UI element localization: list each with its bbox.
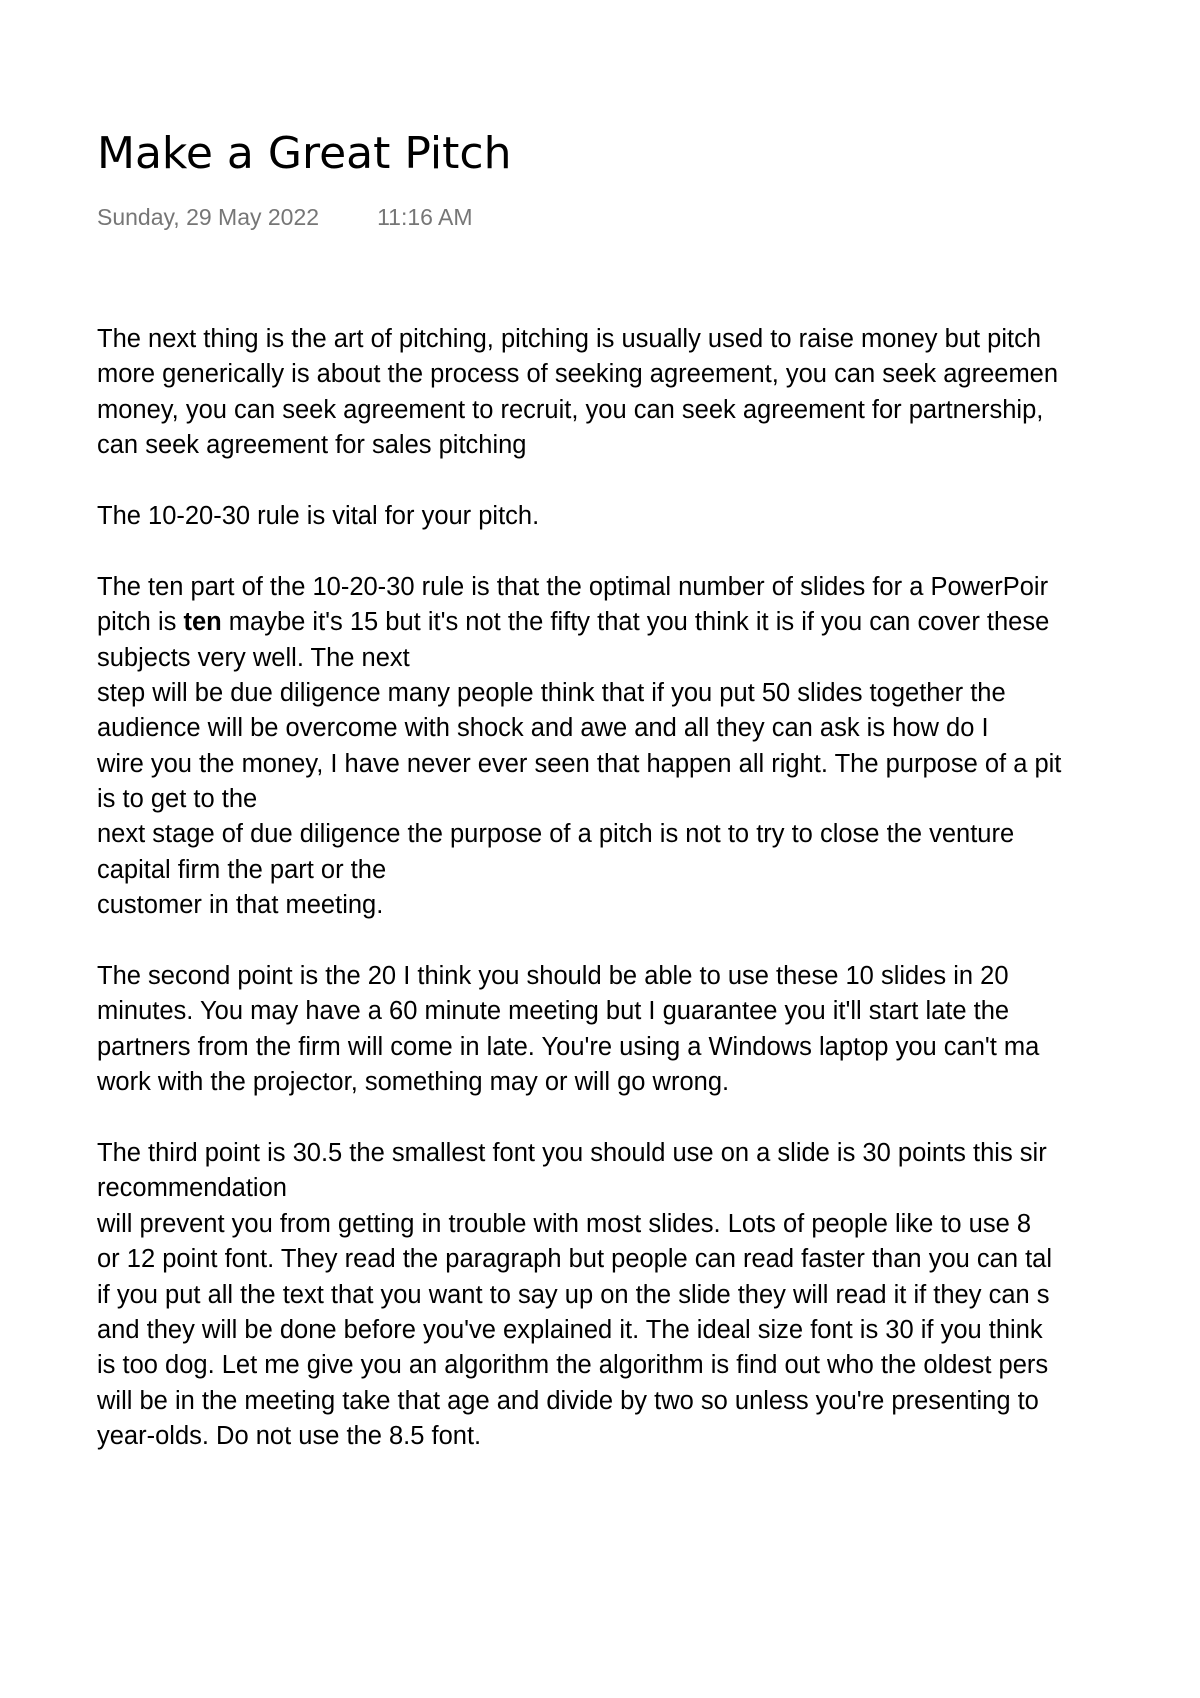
- text-line: recommendation: [97, 1174, 287, 1203]
- text-line: will be in the meeting take that age and divide by two so unless you're presenting to: [97, 1386, 1039, 1415]
- paragraph-ten: [97, 570, 1200, 924]
- text-line: money, you can seek agreement to recruit, you can seek agreement for partnership,: [97, 395, 1044, 424]
- text-fragment: pitch is: [97, 608, 184, 637]
- text-line: or 12 point font. They read the paragraph but people can read faster than you can tal: [97, 1245, 1053, 1274]
- page-title: Make a Great Pitch: [97, 128, 512, 179]
- paragraph-twenty: [97, 959, 1200, 1101]
- text-line: work with the projector, something may or will go wrong.: [97, 1068, 730, 1097]
- paragraph-intro: [97, 322, 1200, 464]
- text-line: wire you the money, I have never ever seen that happen all right. The purpose of a pit: [97, 749, 1062, 778]
- text-fragment: maybe it's 15 but it's not the fifty that you think it is if you can cover these: [221, 608, 1050, 637]
- note-time: 11:16 AM: [377, 204, 473, 230]
- text-line: if you put all the text that you want to say up on the slide they will read it if they can s: [97, 1280, 1050, 1309]
- text-line: step will be due diligence many people think that if you put 50 slides together the: [97, 678, 1006, 707]
- text-line: The next thing is the art of pitching, pitching is usually used to raise money but pitch: [97, 325, 1042, 353]
- text-line: The second point is the 20 I think you should be able to use these 10 slides in 20: [97, 962, 1009, 991]
- text-line: minutes. You may have a 60 minute meeting but I guarantee you it'll start late the: [97, 997, 1010, 1026]
- text-line: next stage of due diligence the purpose of a pitch is not to try to close the venture: [97, 820, 1015, 849]
- note-timestamp: [97, 206, 473, 229]
- note-body: [97, 322, 1200, 1455]
- text-line: and they will be done before you've explained it. The ideal size font is 30 if you think: [97, 1315, 1043, 1344]
- bold-word: ten: [183, 608, 222, 637]
- text-line: is to get to the: [97, 785, 258, 814]
- text-line: [97, 605, 1200, 640]
- note-date: Sunday, 29 May 2022: [97, 204, 320, 230]
- text-line: will prevent you from getting in trouble with most slides. Lots of people like to use 8: [97, 1209, 1032, 1238]
- text-line: The third point is 30.5 the smallest font you should use on a slide is 30 points this sir: [97, 1138, 1047, 1167]
- text-line: subjects very well. The next: [97, 643, 410, 672]
- text-line: audience will be overcome with shock and awe and all they can ask is how do I: [97, 714, 989, 743]
- text-line: partners from the firm will come in late. You're using a Windows laptop you can't ma: [97, 1032, 1040, 1061]
- paragraph-thirty: [97, 1136, 1200, 1455]
- text-line: The 10-20-30 rule is vital for your pitch.: [97, 501, 540, 530]
- text-line: more generically is about the process of seeking agreement, you can seek agreemen: [97, 360, 1059, 389]
- text-line: capital firm the part or the: [97, 855, 387, 884]
- text-line: year-olds. Do not use the 8.5 font.: [97, 1422, 482, 1451]
- paragraph-rule: [97, 499, 1200, 534]
- text-line: The ten part of the 10-20-30 rule is that the optimal number of slides for a PowerPoir: [97, 572, 1049, 601]
- text-line: is too dog. Let me give you an algorithm the algorithm is find out who the oldest pers: [97, 1351, 1049, 1380]
- text-line: customer in that meeting.: [97, 891, 384, 920]
- text-line: can seek agreement for sales pitching: [97, 431, 527, 460]
